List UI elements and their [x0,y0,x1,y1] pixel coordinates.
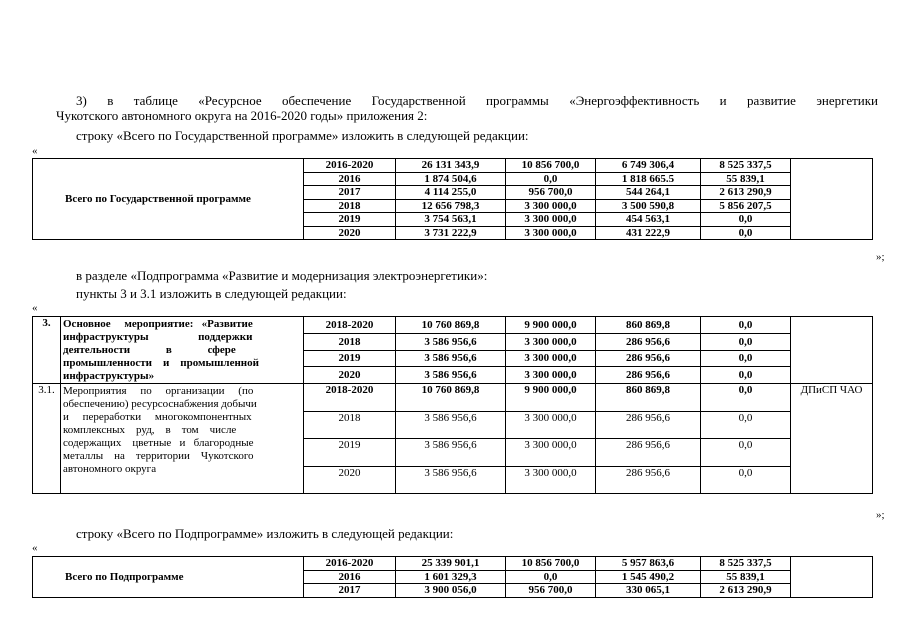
quote-close-2: »; [876,509,885,521]
year-cell: 2016 [304,570,396,584]
value-cell: 286 956,6 [596,367,701,384]
empty-cell [791,557,873,598]
value-cell: 3 300 000,0 [506,226,596,240]
table-sub-total [32,556,873,598]
value-cell: 0,0 [701,350,791,367]
value-cell: 0,0 [506,570,596,584]
value-cell: 3 754 563,1 [396,213,506,227]
value-cell: 956 700,0 [506,584,596,598]
year-cell: 2016-2020 [304,557,396,571]
value-cell: 3 300 000,0 [506,350,596,367]
year-cell: 2020 [304,466,396,494]
value-cell: 3 731 222,9 [396,226,506,240]
description-line: содержащих цветные и благородные [63,437,254,449]
description-line: металлы на территории Чукотского [63,450,254,462]
value-cell: 1 874 504,6 [396,172,506,186]
value-cell: 3 300 000,0 [506,466,596,494]
year-cell: 2018 [304,411,396,439]
value-cell: 860 869,8 [596,317,701,334]
table-row [33,317,873,334]
value-cell: 3 586 956,6 [396,439,506,467]
section2-line-2: пункты 3 и 3.1 изложить в следующей редакции: [76,286,347,301]
value-cell: 3 300 000,0 [506,367,596,384]
value-cell: 6 749 306,4 [596,159,701,173]
value-cell: 3 586 956,6 [396,367,506,384]
empty-cell [791,159,873,240]
value-cell: 25 339 901,1 [396,557,506,571]
value-cell: 2 613 290,9 [701,584,791,598]
value-cell: 0,0 [506,172,596,186]
year-cell: 2018 [304,333,396,350]
section3-line-1: строку «Всего по Подпрограмме» изложить в следующей редакции: [76,526,454,541]
value-cell: 3 900 056,0 [396,584,506,598]
description-line: инфраструктуры» [63,370,155,382]
value-cell: 544 264,1 [596,186,701,200]
value-cell: 0,0 [701,226,791,240]
year-cell: 2018-2020 [304,384,396,412]
value-cell: 3 300 000,0 [506,411,596,439]
value-cell: 454 563,1 [596,213,701,227]
executor-cell [791,317,873,384]
year-cell: 2019 [304,439,396,467]
value-cell: 12 656 798,3 [396,199,506,213]
value-cell: 2 613 290,9 [701,186,791,200]
value-cell: 0,0 [701,333,791,350]
value-cell: 286 956,6 [596,411,701,439]
year-cell: 2016-2020 [304,159,396,173]
year-cell: 2016 [304,172,396,186]
table-gp-total [32,158,873,240]
value-cell: 286 956,6 [596,439,701,467]
value-cell: 8 525 337,5 [701,557,791,571]
value-cell: 9 900 000,0 [506,317,596,334]
description-line: автономного округа [63,463,157,475]
description-line: промышленности и промышленной [63,357,259,369]
item-number: 3.1. [33,384,61,494]
intro-line-3: строку «Всего по Государственной программе» изложить в следующей редакции: [76,128,529,143]
value-cell: 55 839,1 [701,570,791,584]
value-cell: 3 586 956,6 [396,466,506,494]
value-cell: 1 601 329,3 [396,570,506,584]
year-cell: 2019 [304,213,396,227]
executor-cell: ДПиСП ЧАО [791,384,873,494]
value-cell: 0,0 [701,213,791,227]
description-line: деятельности в сфере [63,344,236,356]
value-cell: 5 856 207,5 [701,199,791,213]
quote-open-2: « [32,302,38,314]
row-label: Всего по Государственной программе [33,159,304,240]
item-description [61,317,304,384]
description-line: Основное мероприятие: «Развитие [63,318,253,330]
value-cell: 1 545 490,2 [596,570,701,584]
quote-open-1: « [32,145,38,157]
value-cell: 3 586 956,6 [396,350,506,367]
value-cell: 431 222,9 [596,226,701,240]
value-cell: 956 700,0 [506,186,596,200]
value-cell: 0,0 [701,367,791,384]
value-cell: 3 586 956,6 [396,411,506,439]
year-cell: 2020 [304,367,396,384]
value-cell: 0,0 [701,317,791,334]
value-cell: 286 956,6 [596,350,701,367]
year-cell: 2017 [304,186,396,200]
value-cell: 10 856 700,0 [506,557,596,571]
value-cell: 286 956,6 [596,466,701,494]
value-cell: 330 065,1 [596,584,701,598]
value-cell: 3 300 000,0 [506,213,596,227]
table-row [33,384,873,412]
value-cell: 8 525 337,5 [701,159,791,173]
description-line: инфраструктуры поддержки [63,331,253,343]
value-cell: 10 856 700,0 [506,159,596,173]
value-cell: 286 956,6 [596,333,701,350]
description-line: Мероприятия по организации (по [63,385,254,397]
description-line: и переработки многокомпонентных [63,411,252,423]
intro-line-2: Чукотского автономного округа на 2016-2020 годы» приложения 2: [56,108,428,123]
value-cell: 0,0 [701,411,791,439]
description-line: обеспечению) ресурсоснабжения добычи [63,398,257,410]
year-cell: 2018-2020 [304,317,396,334]
row-label: Всего по Подпрограмме [33,557,304,598]
value-cell: 3 500 590,8 [596,199,701,213]
item-number: 3. [33,317,61,384]
value-cell: 3 300 000,0 [506,199,596,213]
value-cell: 0,0 [701,466,791,494]
value-cell: 0,0 [701,439,791,467]
value-cell: 9 900 000,0 [506,384,596,412]
item-description [61,384,304,494]
year-cell: 2020 [304,226,396,240]
section2-line-1: в разделе «Подпрограмма «Развитие и модернизация электроэнергетики»: [76,268,488,283]
value-cell: 10 760 869,8 [396,384,506,412]
value-cell: 3 300 000,0 [506,439,596,467]
quote-open-3: « [32,542,38,554]
table-items [32,316,873,494]
year-cell: 2019 [304,350,396,367]
quote-close-1: »; [876,251,885,263]
year-cell: 2018 [304,199,396,213]
value-cell: 1 818 665.5 [596,172,701,186]
description-line: комплексных руд, в том числе [63,424,237,436]
intro-line-1: 3) в таблице «Ресурсное обеспечение Государственной программы «Энергоэффективность и развитие энергетики [76,93,878,108]
value-cell: 26 131 343,9 [396,159,506,173]
table-row [33,557,873,571]
value-cell: 4 114 255,0 [396,186,506,200]
value-cell: 860 869,8 [596,384,701,412]
value-cell: 3 300 000,0 [506,333,596,350]
value-cell: 55 839,1 [701,172,791,186]
year-cell: 2017 [304,584,396,598]
value-cell: 3 586 956,6 [396,333,506,350]
table-row [33,159,873,173]
value-cell: 10 760 869,8 [396,317,506,334]
value-cell: 5 957 863,6 [596,557,701,571]
value-cell: 0,0 [701,384,791,412]
